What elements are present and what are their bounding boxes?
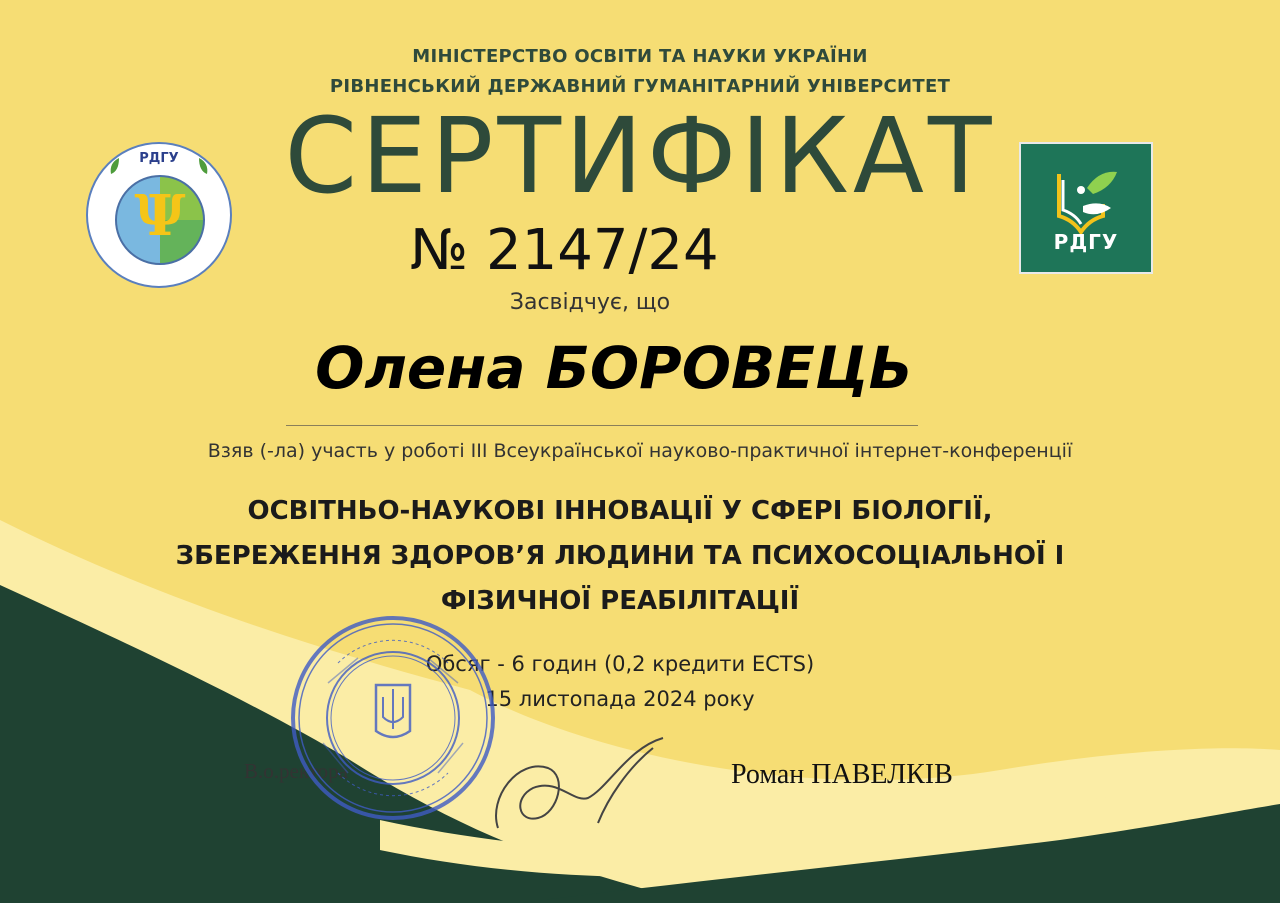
university-header: РІВНЕНСЬКИЙ ДЕРЖАВНИЙ ГУМАНІТАРНИЙ УНІВЕРСИТЕТ <box>329 76 951 97</box>
svg-text:Ψ: Ψ <box>134 183 186 249</box>
trident-seal-icon <box>288 613 498 823</box>
certifies-text: Засвідчує, що <box>509 290 671 315</box>
conference-title-line-3: ФІЗИЧНОЇ РЕАБІЛІТАЦІЇ <box>440 586 800 616</box>
conference-title-line-2: ЗБЕРЕЖЕННЯ ЗДОРОВ’Я ЛЮДИНИ ТА ПСИХОСОЦІАЛЬНОЇ І <box>175 541 1065 571</box>
event-date: 15 листопада 2024 року <box>485 687 755 711</box>
conference-title-line-1: ОСВІТНЬО-НАУКОВІ ІННОВАЦІЇ У СФЕРІ БІОЛОГІЇ, <box>247 496 993 526</box>
certificate-title: СЕРТИФІКАТ <box>284 95 996 217</box>
svg-text:РДГУ: РДГУ <box>139 151 179 166</box>
name-underline <box>286 425 918 426</box>
signature <box>478 728 678 848</box>
rdgu-logo-text: РДГУ <box>1053 230 1119 254</box>
participation-text: Взяв (-ла) участь у роботі ІІІ Всеукраїнської науково-практичної інтернет-конференції <box>207 440 1073 462</box>
certificate-number: № 2147/24 <box>410 218 719 283</box>
signatory-name: Роман ПАВЕЛКІВ <box>731 759 953 790</box>
signatory-label: В.о.ректора <box>244 759 348 783</box>
recipient-name: Олена БОРОВЕЦЬ <box>315 334 913 402</box>
ministry-header: МІНІСТЕРСТВО ОСВІТИ ТА НАУКИ УКРАЇНИ <box>412 46 868 67</box>
volume-text: Обсяг - 6 годин (0,2 кредити ECTS) <box>425 652 815 676</box>
